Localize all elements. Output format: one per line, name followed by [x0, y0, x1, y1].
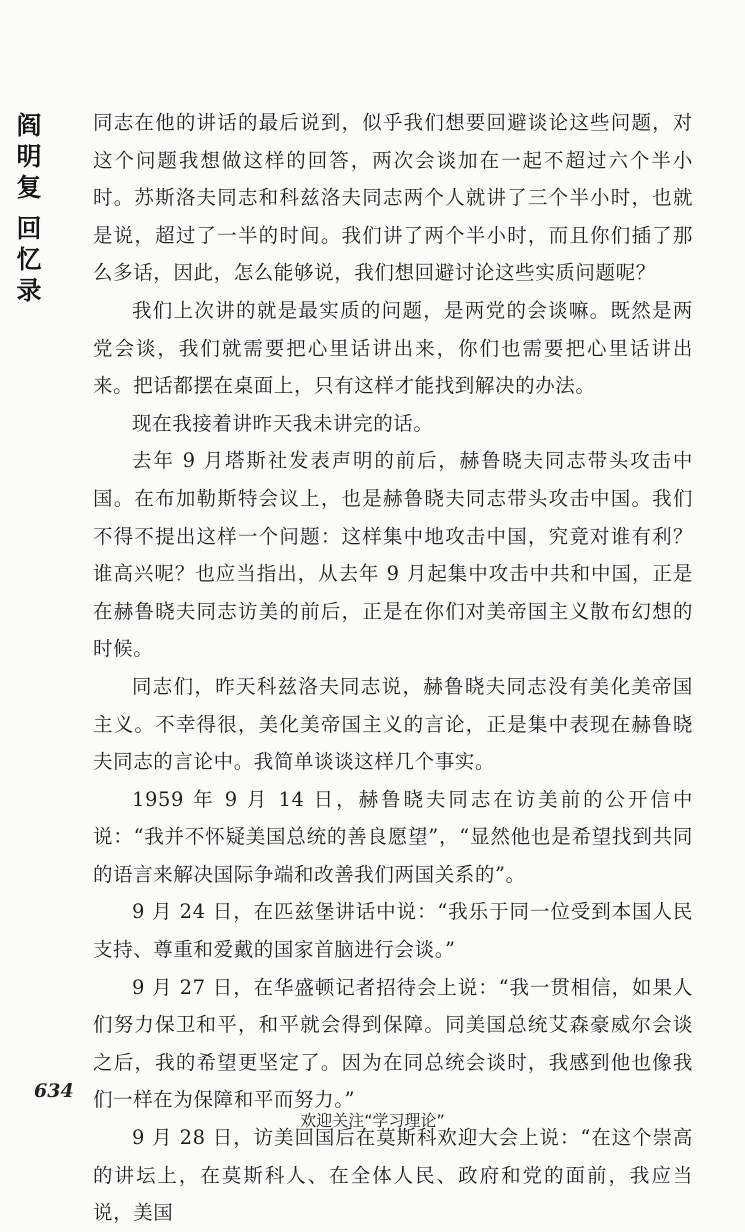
paragraph: 同志们，昨天科兹洛夫同志说，赫鲁晓夫同志没有美化美帝国主义。不幸得很，美化美帝国主义的言论，正是集中表现在赫鲁晓夫同志的言论中。我简单谈谈这样几个事实。	[93, 674, 693, 774]
paragraph: 我们上次讲的就是最实质的问题，是两党的会谈嘛。既然是两党会谈，我们就需要把心里话讲出来，你们也需要把心里话讲出来。把话都摆在桌面上，只有这样才能找到解决的办法。	[93, 298, 693, 398]
book-title-memoir: 回 忆 录	[16, 214, 42, 305]
running-book-title	[10, 110, 48, 306]
footer-note: 欢迎关注“学习理论”	[300, 1111, 445, 1130]
page-number: 634	[34, 1080, 74, 1102]
paragraph: 现在我接着讲昨天我未讲完的话。	[132, 411, 434, 435]
paragraph: 9 月 24 日，在匹兹堡讲话中说：“我乐于同一位受到本国人民支持、尊重和爱戴的国家首脑进行会谈。”	[93, 900, 693, 962]
paragraph: 1959 年 9 月 14 日，赫鲁晓夫同志在访美前的公开信中说：“我并不怀疑美国总统的善良愿望”，“显然他也是希望找到共同的语言来解决国际争端和改善我们两国关系的”。	[93, 787, 693, 886]
page-body	[93, 104, 693, 1232]
paragraph: 同志在他的讲话的最后说到，似乎我们想要回避谈论这些问题，对这个问题我想做这样的回答，两次会谈加在一起不超过六个半小时。苏斯洛夫同志和科兹洛夫同志两个人就讲了三个半小时，也就是说，超过了一半的时间。我们讲了两个半小时，而且你们插了那么多话，因此，怎么能够说，我们想回避讨论这些实质问题呢？	[93, 111, 693, 285]
paragraph: 9 月 27 日，在华盛顿记者招待会上说：“我一贯相信，如果人们努力保卫和平，和平就会得到保障。同美国总统艾森豪威尔会谈之后，我的希望更坚定了。因为在同总统会谈时，我感到他也像我们一样在为保障和平而努力。”	[93, 975, 693, 1112]
paragraph: 9 月 28 日，访美回国后在莫斯科欢迎大会上说：“在这个崇高的讲坛上，在莫斯科人、在全体人民、政府和党的面前，我应当说，美国	[93, 1126, 693, 1225]
paragraph: 去年 9 月塔斯社发表声明的前后，赫鲁晓夫同志带头攻击中国。在布加勒斯特会议上，也是赫鲁晓夫同志带头攻击中国。我们不得不提出这样一个问题：这样集中地攻击中国，究竟对谁有利？谁高兴呢？也应当指出，从去年 9 月起集中攻击中共和中国，正是在赫鲁晓夫同志访美的前后，正是在你们对美帝国主义散布幻想的时候。	[93, 449, 693, 661]
book-title-name: 阎 明 复	[16, 111, 42, 202]
